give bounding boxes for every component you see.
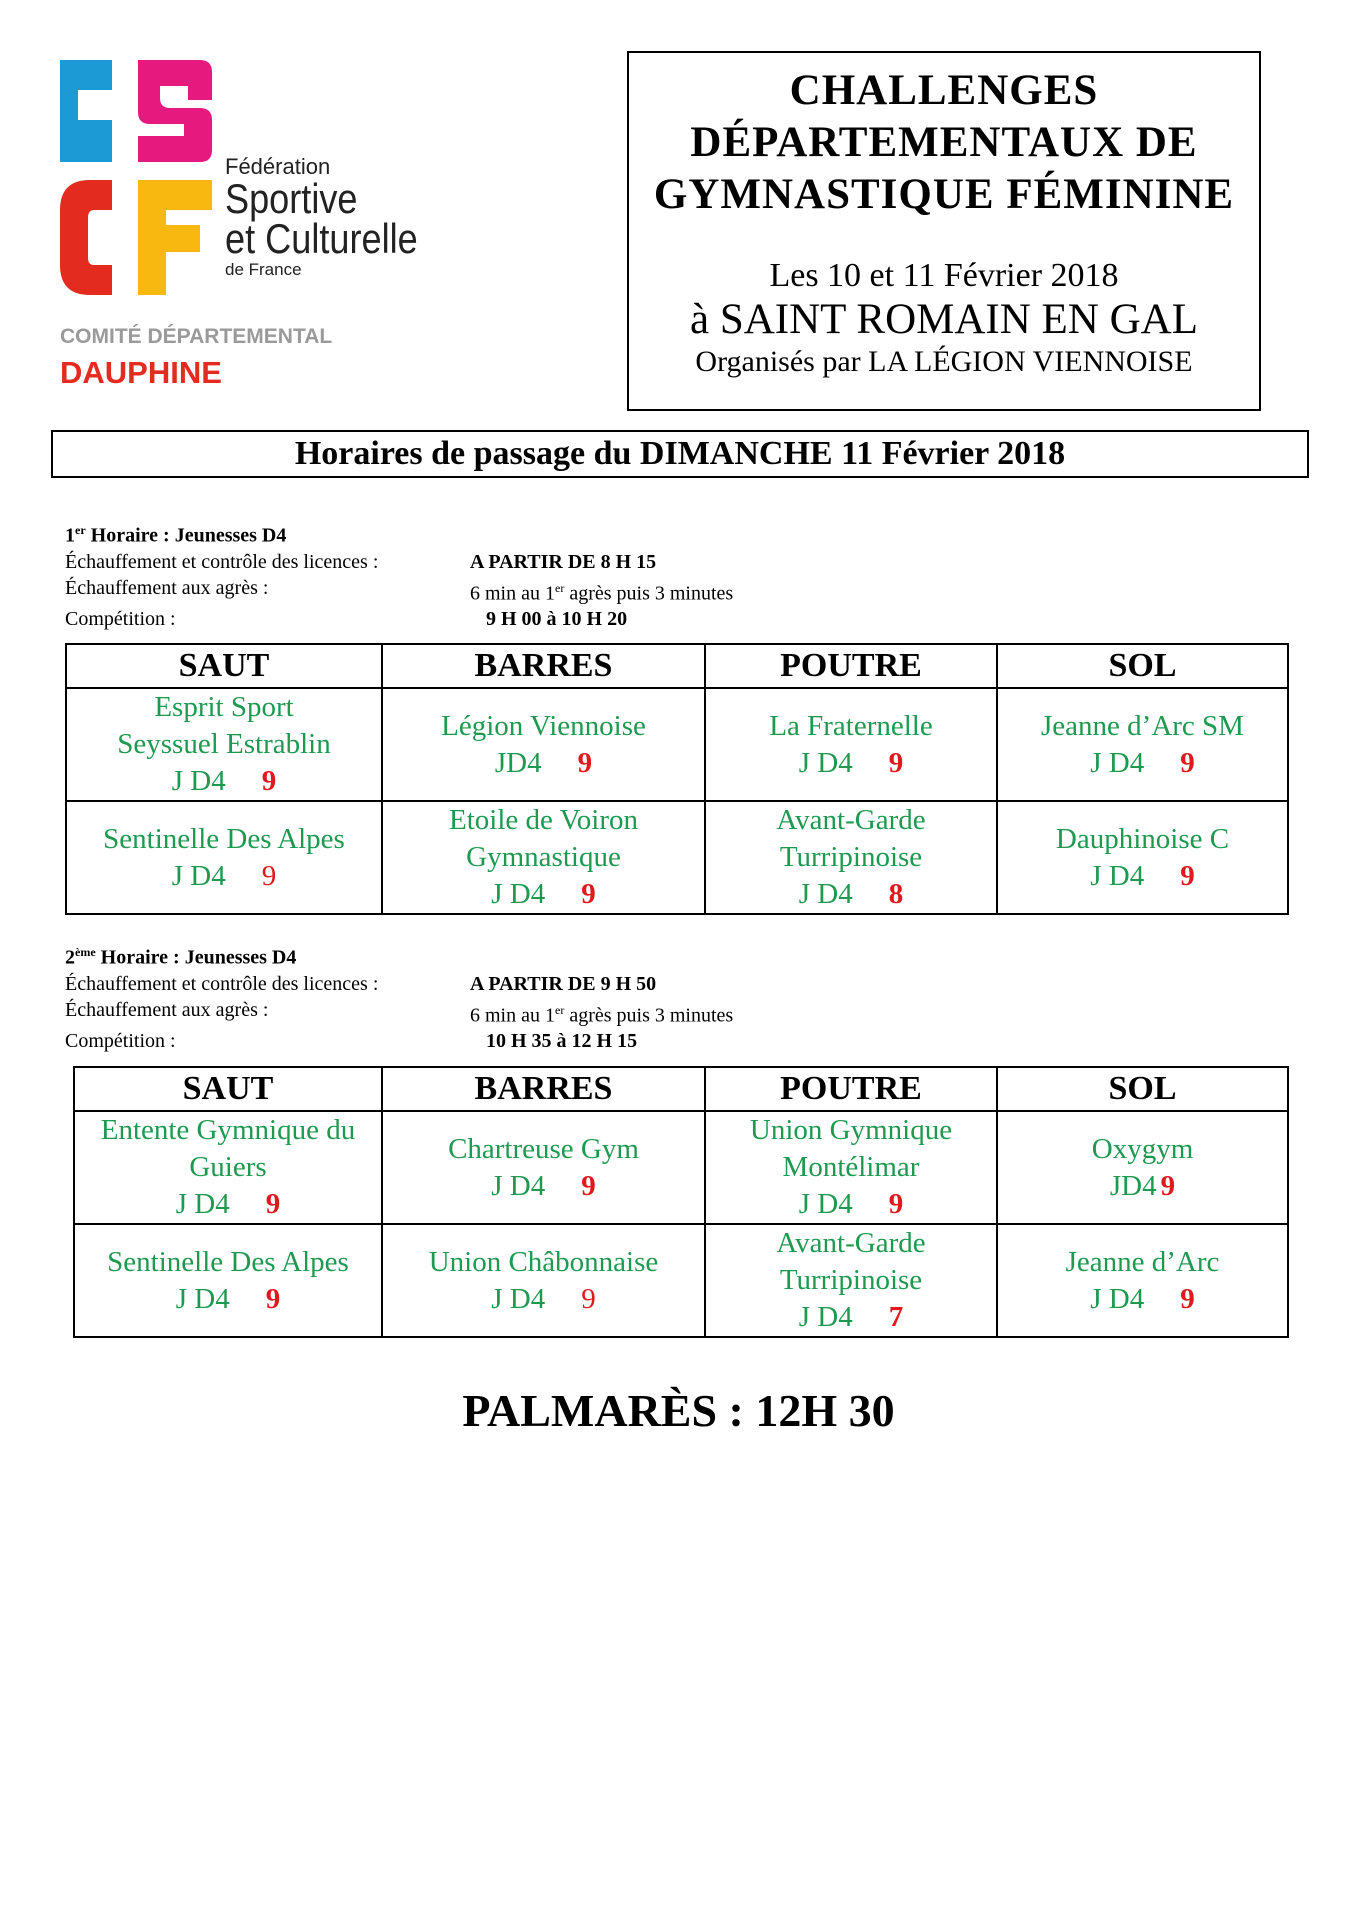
fscf-logo-graphic: [60, 60, 220, 300]
warmup-label: Échauffement et contrôle des licences :: [65, 550, 379, 573]
session-2-title: [65, 939, 733, 971]
gymnast-count: 9: [888, 746, 904, 779]
gymnast-count: 9: [581, 1282, 596, 1315]
level-line: [706, 1186, 996, 1223]
level-label: J D4: [175, 1282, 230, 1315]
session-1-number: 1: [65, 524, 75, 547]
palmares-time: PALMARÈS : 12H 30: [462, 1385, 895, 1436]
level-line: [67, 763, 381, 800]
gymnast-count: 9: [888, 1188, 904, 1220]
session-2-competition-row: [65, 1028, 733, 1054]
club-cell: [74, 1224, 382, 1337]
club-cell: [997, 1111, 1288, 1224]
federation-line4: de France: [225, 260, 302, 279]
table-row: [74, 1111, 1288, 1224]
level-line: [383, 1281, 704, 1318]
club-name: Montélimar: [782, 1151, 920, 1183]
region-label: DAUPHINE: [60, 355, 222, 390]
club-name: Union Châbonnaise: [428, 1245, 659, 1278]
competition-label: Compétition :: [65, 1030, 176, 1053]
club-cell: [382, 1224, 705, 1337]
column-header: BARRES: [382, 1067, 705, 1111]
club-name: Oxygym: [1091, 1132, 1194, 1165]
session-1-warmup-row: [65, 549, 733, 575]
session-1-suffix: er: [75, 523, 86, 537]
club-cell: [997, 1224, 1288, 1337]
club-name: Esprit Sport: [154, 691, 294, 723]
federation-line3: et Culturelle: [225, 215, 418, 262]
fscf-logo: [60, 60, 480, 400]
event-title-line2: DÉPARTEMENTAUX DE: [690, 119, 1198, 166]
club-name: Seyssuel Estrablin: [117, 728, 331, 760]
club-name: Chartreuse Gym: [448, 1132, 639, 1165]
session-2-info: [65, 939, 733, 1054]
level-label: J D4: [798, 1301, 853, 1333]
club-cell: [66, 801, 382, 914]
club-name: Dauphinoise C: [1055, 822, 1230, 855]
event-title-line1: CHALLENGES: [789, 67, 1099, 114]
club-cell: [382, 1111, 705, 1224]
club-cell: [705, 1224, 997, 1337]
apparatus-label: Échauffement aux agrès :: [65, 576, 269, 599]
session-2-apparatus-row: [65, 997, 733, 1029]
session-1-title-text: Horaire : Jeunesses D4: [85, 524, 287, 547]
event-title-box: [627, 51, 1261, 411]
column-header: BARRES: [382, 644, 705, 688]
comite-label: COMITÉ DÉPARTEMENTAL: [60, 325, 333, 348]
level-label: J D4: [1090, 1282, 1145, 1315]
club-name: Sentinelle Des Alpes: [107, 1245, 349, 1278]
gymnast-count: 9: [581, 878, 596, 910]
level-label: J D4: [1090, 859, 1145, 892]
club-name: Etoile de Voiron: [448, 804, 639, 836]
session-1-competition-row: [65, 606, 733, 632]
level-label: J D4: [1090, 746, 1145, 779]
club-name: Légion Viennoise: [441, 709, 646, 742]
level-line: [383, 876, 704, 913]
column-header: SOL: [997, 644, 1288, 688]
session-1-table: [65, 643, 1289, 915]
club-name: Gymnastique: [466, 841, 621, 873]
gymnast-count: 9: [1180, 746, 1195, 779]
column-header: SAUT: [66, 644, 382, 688]
competition-value: 9 H 00 à 10 H 20: [486, 608, 628, 631]
federation-line2: Sportive: [225, 175, 358, 222]
gymnast-count: 7: [888, 1301, 904, 1333]
event-title: [629, 65, 1259, 221]
schedule-subtitle: Horaires de passage du DIMANCHE 11 Février 2018: [51, 430, 1309, 478]
club-name: Guiers: [189, 1151, 267, 1183]
club-cell: [74, 1111, 382, 1224]
club-cell: [66, 688, 382, 801]
gymnast-count: 9: [581, 1169, 596, 1202]
club-name: Avant-Garde: [776, 1227, 926, 1259]
table-row: [66, 801, 1288, 914]
level-line: [706, 745, 996, 782]
column-header: POUTRE: [705, 1067, 997, 1111]
gymnast-count: 9: [1160, 1169, 1176, 1202]
club-name: Turripinoise: [779, 841, 923, 873]
session-2-table: [73, 1066, 1289, 1338]
gymnast-count: 8: [888, 878, 904, 910]
apparatus-value-a: 6 min au 1: [470, 582, 555, 605]
club-name: Sentinelle Des Alpes: [103, 822, 345, 855]
level-label: J D4: [491, 1282, 546, 1315]
level-line: [706, 1299, 996, 1336]
level-label: J D4: [175, 1188, 230, 1220]
club-cell: [997, 688, 1288, 801]
level-label: J D4: [798, 878, 853, 910]
gymnast-count: 9: [577, 746, 593, 779]
table-header-row: [66, 644, 1288, 688]
warmup-value: A PARTIR DE 9 H 50: [470, 972, 657, 995]
club-name: Union Gymnique: [749, 1114, 953, 1146]
gymnast-count: 9: [261, 765, 277, 797]
warmup-value: A PARTIR DE 8 H 15: [470, 550, 657, 573]
club-name: Turripinoise: [779, 1264, 923, 1296]
level-label: JD4: [1109, 1169, 1157, 1202]
event-title-line3: GYMNASTIQUE FÉMININE: [653, 171, 1235, 218]
club-name: Jeanne d’Arc: [1065, 1245, 1220, 1278]
apparatus-value-sup: er: [555, 1002, 565, 1017]
club-cell: [705, 688, 997, 801]
level-line: [998, 745, 1287, 782]
level-line: [67, 858, 381, 895]
apparatus-value-a: 6 min au 1: [470, 1004, 555, 1027]
session-2-suffix: ème: [75, 945, 96, 959]
level-line: [998, 858, 1287, 895]
club-cell: [705, 801, 997, 914]
competition-label: Compétition :: [65, 608, 176, 631]
session-1-apparatus-row: [65, 575, 733, 607]
level-line: [75, 1281, 381, 1318]
level-line: [998, 1281, 1287, 1318]
session-2-title-text: Horaire : Jeunesses D4: [95, 946, 297, 969]
club-name: Avant-Garde: [776, 804, 926, 836]
club-cell: [997, 801, 1288, 914]
session-1-info: [65, 517, 733, 632]
event-dates: Les 10 et 11 Février 2018: [769, 257, 1119, 294]
level-label: J D4: [171, 859, 226, 892]
gymnast-count: 9: [1180, 859, 1195, 892]
competition-value: 10 H 35 à 12 H 15: [486, 1030, 638, 1053]
level-label: J D4: [171, 765, 226, 797]
apparatus-value-b: agrès puis 3 minutes: [564, 1004, 734, 1027]
apparatus-value: [470, 575, 733, 607]
column-header: SAUT: [74, 1067, 382, 1111]
apparatus-label: Échauffement aux agrès :: [65, 998, 269, 1021]
federation-name: [225, 155, 449, 281]
club-name: Jeanne d’Arc SM: [1041, 709, 1244, 742]
club-name: La Fraternelle: [769, 709, 933, 742]
table-header-row: [74, 1067, 1288, 1111]
federation-line1: Fédération: [225, 154, 331, 179]
warmup-label: Échauffement et contrôle des licences :: [65, 972, 379, 995]
gymnast-count: 9: [265, 1188, 281, 1220]
table-row: [74, 1224, 1288, 1337]
level-label: JD4: [494, 746, 542, 779]
apparatus-value-sup: er: [555, 580, 565, 595]
club-cell: [705, 1111, 997, 1224]
session-2-number: 2: [65, 946, 75, 969]
column-header: SOL: [997, 1067, 1288, 1111]
event-location: à SAINT ROMAIN EN GAL: [689, 296, 1198, 343]
club-name: Entente Gymnique du: [100, 1114, 356, 1146]
level-line: [383, 745, 704, 782]
level-label: J D4: [798, 1188, 853, 1220]
column-header: POUTRE: [705, 644, 997, 688]
gymnast-count: 9: [261, 859, 277, 892]
gymnast-count: 9: [265, 1282, 281, 1315]
level-line: [706, 876, 996, 913]
club-cell: [382, 801, 705, 914]
level-label: J D4: [798, 746, 853, 779]
level-label: J D4: [491, 878, 546, 910]
level-line: [383, 1168, 704, 1205]
session-1-title: [65, 517, 733, 549]
session-2-warmup-row: [65, 971, 733, 997]
table-row: [66, 688, 1288, 801]
apparatus-value-b: agrès puis 3 minutes: [564, 582, 734, 605]
club-cell: [382, 688, 705, 801]
gymnast-count: 9: [1180, 1282, 1195, 1315]
level-line: [998, 1168, 1287, 1205]
level-label: J D4: [491, 1169, 546, 1202]
level-line: [75, 1186, 381, 1223]
apparatus-value: [470, 997, 733, 1029]
event-organizer: Organisés par LA LÉGION VIENNOISE: [695, 345, 1193, 378]
